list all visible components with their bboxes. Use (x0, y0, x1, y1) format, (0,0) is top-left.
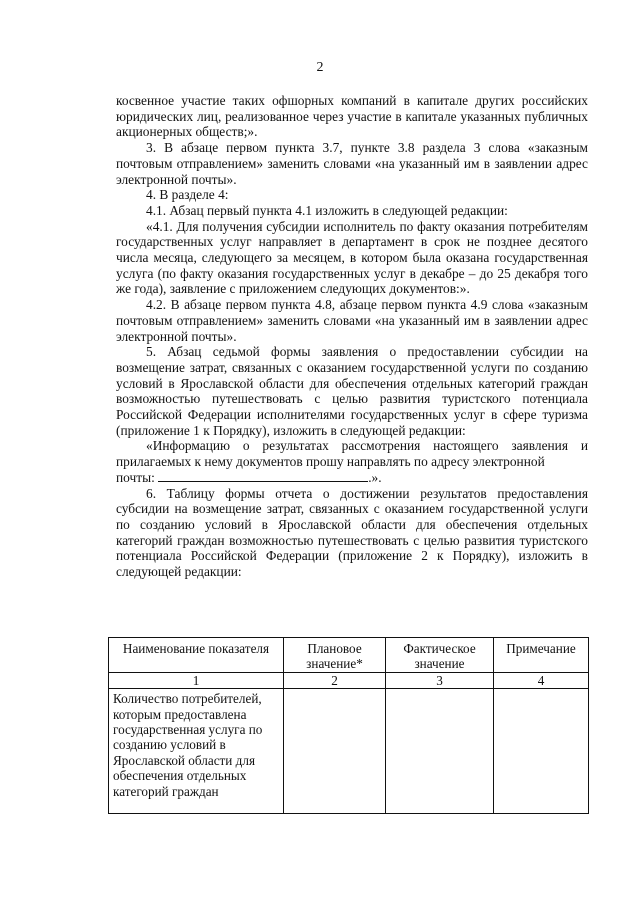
table-row (109, 689, 589, 814)
table-column-number: 2 (284, 672, 386, 688)
paragraph-item-4: 4. В разделе 4: (146, 187, 229, 203)
paragraph-item-4-2: 4.2. В абзаце первом пункта 4.8, абзаце первом пункта 4.9 слова «заказным почтовым отправлением» заменить словами «на указанный им в заявлении адрес электронной почты». (116, 297, 588, 344)
table-cell-note (494, 689, 589, 814)
table-header-cell: Примечание (494, 638, 589, 673)
table-column-number: 4 (494, 672, 589, 688)
table-cell-planned (284, 689, 386, 814)
paragraph-item-3: 3. В абзаце первом пункта 3.7, пункте 3.8 раздела 3 слова «заказным почтовым отправлением» заменить словами «на указанный им в заявлении адрес электронной почты». (116, 140, 588, 187)
document-body (116, 93, 588, 580)
table-header-row (109, 638, 589, 673)
email-line (116, 470, 588, 486)
email-line-prefix: почты: (116, 469, 155, 485)
email-line-suffix: .». (368, 469, 382, 485)
paragraph-quote-email: «Информацию о результатах рассмотрения настоящего заявления и прилагаемых к нему документов прошу направлять по адресу электронной (116, 438, 588, 470)
table-header-cell: Наименование показателя (109, 638, 284, 673)
table-numbering-row (109, 672, 589, 688)
table-column-number: 1 (109, 672, 284, 688)
paragraph-continuation: косвенное участие таких офшорных компаний в капитале других российских юридических лиц, реализованное через участие в капитале указанных публичных акционерных обществ;». (116, 93, 588, 140)
paragraph-item-5: 5. Абзац седьмой формы заявления о предоставлении субсидии на возмещение затрат, связанных с оказанием государственной услуги по созданию условий в Ярославской области для обеспечения отдельных категорий граждан возможностью путешествовать с целью развития туристского потенциала Российской Федерации исполнителями государственных услуг в сфере туризма (приложение 1 к Порядку), изложить в следующей редакции: (116, 344, 588, 438)
table-cell-actual (386, 689, 494, 814)
table-column-number: 3 (386, 672, 494, 688)
paragraph-item-4-1: 4.1. Абзац первый пункта 4.1 изложить в следующей редакции: (146, 202, 508, 218)
table-header-cell: Фактическое значение (386, 638, 494, 673)
paragraph-item-6: 6. Таблицу формы отчета о достижении результатов предоставления субсидии на возмещение затрат, связанных с оказанием государственной услуги по созданию условий в Ярославской области для обеспечения отдельных категорий граждан возможностью путешествовать с целью развития туристского потенциала Российской Федерации (приложение 2 к Порядку), изложить в следующей редакции: (116, 485, 588, 580)
report-table (108, 637, 589, 814)
table-header-cell: Плановое значение* (284, 638, 386, 673)
table-cell-indicator: Количество потребителей, которым предоставлена государственная услуга по созданию условий в Ярославской области для обеспечения отдельных категорий граждан (109, 689, 284, 814)
page-number: 2 (316, 60, 324, 75)
paragraph-quote-4-1: «4.1. Для получения субсидии исполнитель по факту оказания потребителям государственных услуг направляет в департамент в срок не позднее десятого числа месяца, следующего за месяцем, в котором была оказана государственная услуга (по факту оказания государственных услуг в декабре – до 25 декабря того же года), заявление с приложением следующих документов:». (116, 218, 588, 297)
email-blank-field (158, 470, 368, 482)
